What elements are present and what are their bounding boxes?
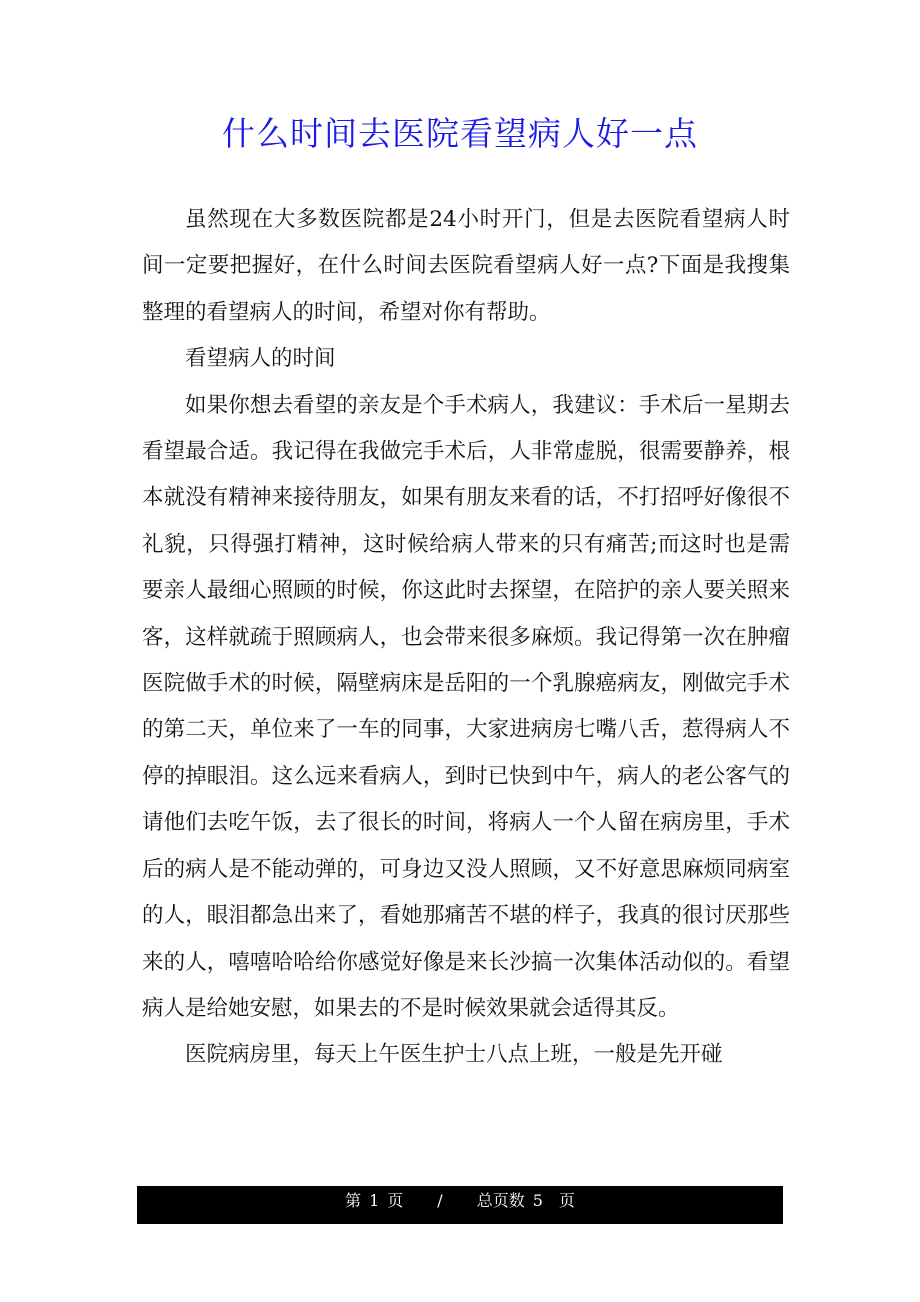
footer-page-number: 1 [369, 1191, 380, 1210]
footer-page-unit: 页 [387, 1191, 404, 1210]
paragraph-continued: 医院病房里，每天上午医生护士八点上班，一般是先开碰 [185, 1042, 723, 1068]
footer-page-label: 第 [345, 1191, 362, 1210]
paragraph-main: 如果你想去看望的亲友是个手术病人，我建议：手术后一星期去看望最合适。我记得在我做完手术后，人非常虚脱，很需要静养，根本就没有精神来接待朋友，如果有朋友来看的话，不打招呼好像很不礼貌，只得强打精神，这时候给病人带来的只有痛苦;而这时也是需要亲人最细心照顾的时候，你这此时去探望，在陪护的亲人要关照来客，这样就疏于照顾病人，也会带来很多麻烦。我记得第一次在肿瘤医院做手术的时候，隔壁病床是岳阳的一个乳腺癌病友，刚做完手术的第二天，单位来了一车的同事，大家进病房七嘴八舌，惹得病人不停的掉眼泪。这么远来看病人，到时已快到中午，病人的老公客气的请他们去吃午饭，去了很长的时间，将病人一个人留在病房里，手术后的病人是不能动弹的，可身边又没人照顾，又不好意思麻烦同病室的人，眼泪都急出来了，看她那痛苦不堪的样子，我真的很讨厌那些来的人，嘻嘻哈哈给你感觉好像是来长沙搞一次集体活动似的。看望病人是给她安慰，如果去的不是时候效果就会适得其反。 [142, 392, 790, 1021]
page-footer [137, 1186, 783, 1224]
footer-total-label: 总页数 [476, 1191, 525, 1210]
footer-total-unit: 页 [558, 1191, 575, 1210]
section-heading: 看望病人的时间 [185, 346, 336, 372]
footer-total-number: 5 [532, 1191, 543, 1210]
footer-separator: / [437, 1191, 443, 1210]
document-title: 什么时间去医院看望病人好一点 [222, 114, 698, 153]
document-body [142, 197, 790, 1079]
paragraph-intro: 虽然现在大多数医院都是24小时开门，但是去医院看望病人时间一定要把握好，在什么时间去医院看望病人好一点?下面是我搜集整理的看望病人的时间，希望对你有帮助。 [142, 207, 790, 325]
